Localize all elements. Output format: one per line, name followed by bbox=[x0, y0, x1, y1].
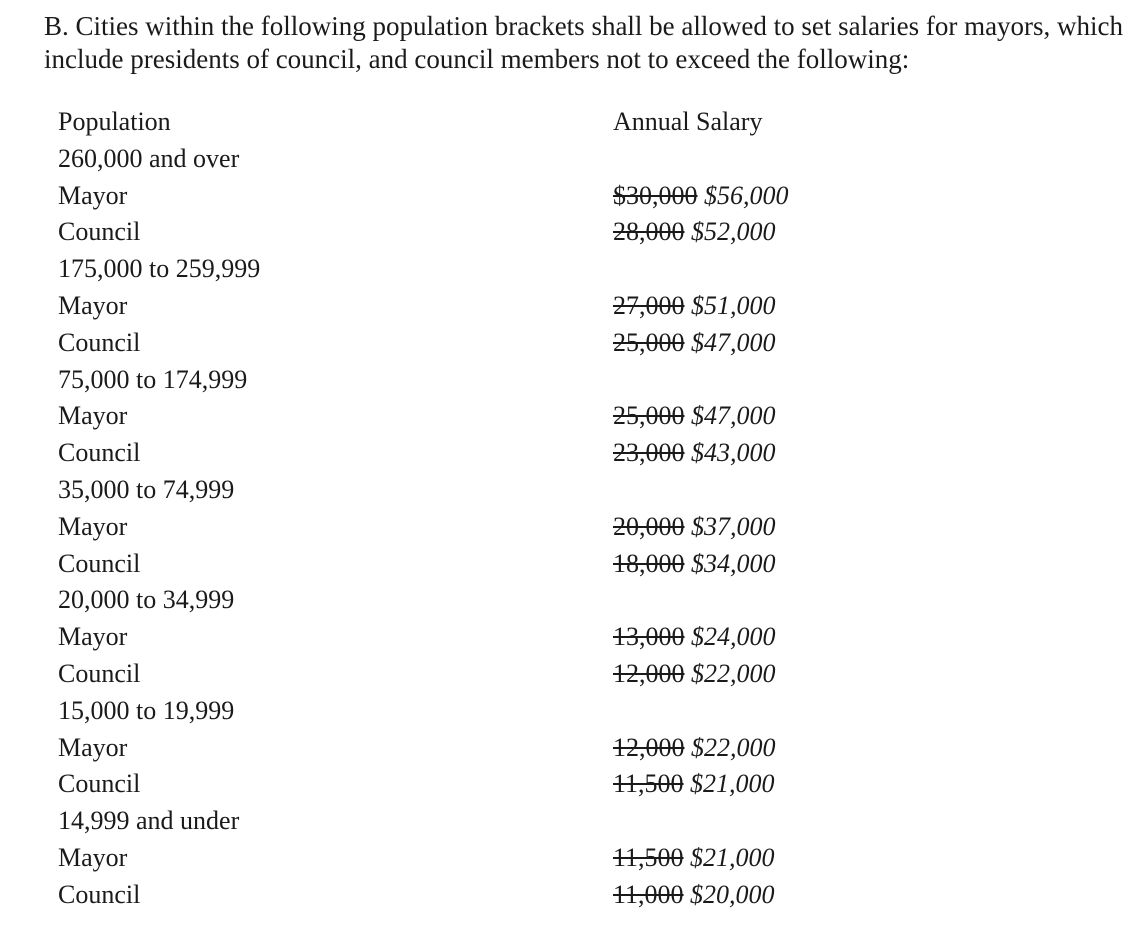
mayor-row bbox=[58, 619, 1058, 656]
salary-value bbox=[613, 766, 775, 803]
bracket-label: 175,000 to 259,999 bbox=[58, 254, 261, 284]
old-salary: 12,000 bbox=[613, 732, 685, 762]
mayor-row bbox=[58, 840, 1058, 877]
role-label: Mayor bbox=[58, 842, 128, 872]
bracket-row bbox=[58, 693, 1058, 730]
new-salary: $21,000 bbox=[690, 769, 775, 799]
council-row bbox=[58, 546, 1058, 583]
mayor-row bbox=[58, 398, 1058, 435]
role-label: Council bbox=[58, 658, 141, 688]
bracket-label: 14,999 and under bbox=[58, 806, 240, 836]
bracket-row bbox=[58, 472, 1058, 509]
old-salary: $30,000 bbox=[613, 180, 698, 210]
role-label: Council bbox=[58, 327, 141, 357]
old-salary: 11,500 bbox=[613, 769, 684, 799]
role-label: Mayor bbox=[58, 622, 128, 652]
council-row bbox=[58, 214, 1058, 251]
old-salary: 28,000 bbox=[613, 217, 685, 247]
old-salary: 20,000 bbox=[613, 511, 685, 541]
intro-paragraph bbox=[44, 10, 1124, 76]
new-salary: $52,000 bbox=[691, 217, 776, 247]
salary-value bbox=[613, 730, 776, 767]
salary-value bbox=[613, 619, 776, 656]
salary-value bbox=[613, 509, 776, 546]
table-header-row bbox=[58, 104, 1058, 141]
council-row bbox=[58, 435, 1058, 472]
new-salary: $37,000 bbox=[691, 511, 776, 541]
bracket-label: 20,000 to 34,999 bbox=[58, 585, 235, 615]
old-salary: 11,000 bbox=[613, 879, 684, 909]
section-label: B. bbox=[44, 11, 69, 41]
salary-value bbox=[613, 398, 776, 435]
bracket-label: 15,000 to 19,999 bbox=[58, 695, 235, 725]
salary-value bbox=[613, 656, 776, 693]
new-salary: $51,000 bbox=[691, 290, 776, 320]
old-salary: 18,000 bbox=[613, 548, 685, 578]
old-salary: 25,000 bbox=[613, 401, 685, 431]
salary-value bbox=[613, 178, 789, 215]
bracket-row bbox=[58, 803, 1058, 840]
new-salary: $22,000 bbox=[691, 732, 776, 762]
role-label: Council bbox=[58, 217, 141, 247]
salary-value bbox=[613, 840, 775, 877]
new-salary: $21,000 bbox=[690, 842, 775, 872]
council-row bbox=[58, 877, 1058, 914]
salary-value bbox=[613, 214, 776, 251]
role-label: Mayor bbox=[58, 290, 128, 320]
mayor-row bbox=[58, 509, 1058, 546]
role-label: Council bbox=[58, 879, 141, 909]
new-salary: $47,000 bbox=[691, 401, 776, 431]
new-salary: $43,000 bbox=[691, 438, 776, 468]
new-salary: $22,000 bbox=[691, 658, 776, 688]
role-label: Council bbox=[58, 769, 141, 799]
old-salary: 12,000 bbox=[613, 658, 685, 688]
population-header: Population bbox=[58, 107, 171, 136]
bracket-label: 75,000 to 174,999 bbox=[58, 364, 248, 394]
salary-header: Annual Salary bbox=[613, 107, 763, 136]
salary-value bbox=[613, 325, 776, 362]
council-row bbox=[58, 325, 1058, 362]
salary-table bbox=[58, 104, 1058, 914]
role-label: Mayor bbox=[58, 401, 128, 431]
role-label: Mayor bbox=[58, 732, 128, 762]
old-salary: 23,000 bbox=[613, 438, 685, 468]
new-salary: $24,000 bbox=[691, 622, 776, 652]
role-label: Council bbox=[58, 548, 141, 578]
council-row bbox=[58, 656, 1058, 693]
salary-value bbox=[613, 288, 776, 325]
bracket-label: 260,000 and over bbox=[58, 143, 240, 173]
bracket-row bbox=[58, 251, 1058, 288]
bracket-row bbox=[58, 362, 1058, 399]
old-salary: 27,000 bbox=[613, 290, 685, 320]
role-label: Mayor bbox=[58, 180, 128, 210]
salary-value bbox=[613, 435, 776, 472]
new-salary: $56,000 bbox=[704, 180, 789, 210]
salary-value bbox=[613, 546, 776, 583]
mayor-row bbox=[58, 178, 1058, 215]
new-salary: $20,000 bbox=[690, 879, 775, 909]
bracket-label: 35,000 to 74,999 bbox=[58, 474, 235, 504]
bracket-row bbox=[58, 141, 1058, 178]
intro-text: Cities within the following population brackets shall be allowed to set salaries for mayors, which include presidents of council, and council members not to exceed the following: bbox=[44, 11, 1124, 74]
old-salary: 11,500 bbox=[613, 842, 684, 872]
salary-value bbox=[613, 877, 775, 914]
bracket-row bbox=[58, 582, 1058, 619]
new-salary: $47,000 bbox=[691, 327, 776, 357]
old-salary: 25,000 bbox=[613, 327, 685, 357]
role-label: Mayor bbox=[58, 511, 128, 541]
old-salary: 13,000 bbox=[613, 622, 685, 652]
mayor-row bbox=[58, 288, 1058, 325]
mayor-row bbox=[58, 730, 1058, 767]
role-label: Council bbox=[58, 438, 141, 468]
council-row bbox=[58, 766, 1058, 803]
new-salary: $34,000 bbox=[691, 548, 776, 578]
